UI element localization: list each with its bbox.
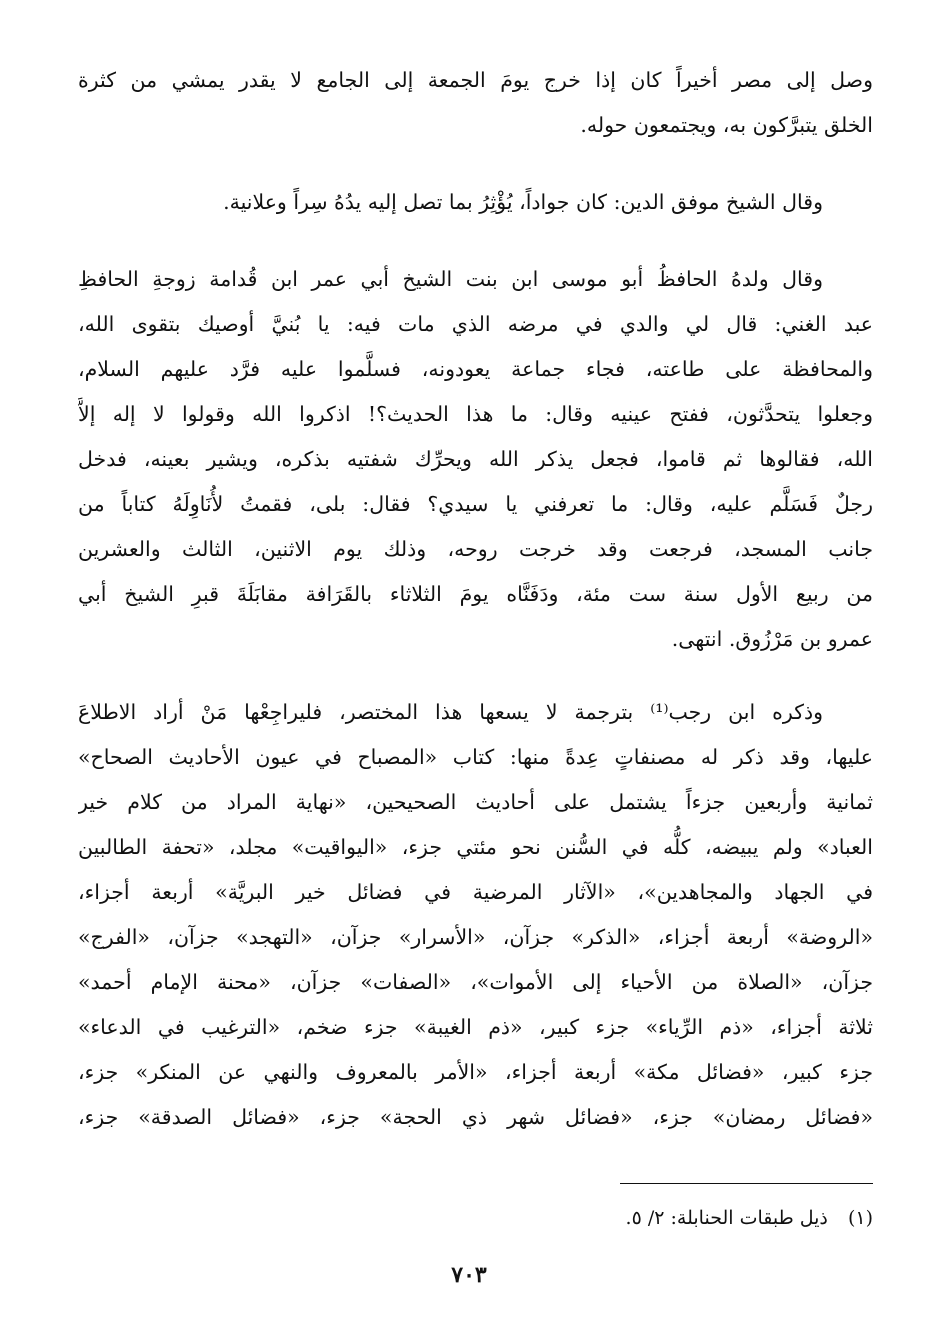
text-line: وقال ولدهُ الحافظُ أبو موسى ابن بنت الشيخ أبي عمر ابن قُدامة زوجةِ الحافظِ xyxy=(78,267,823,291)
text-line: والمحافظة على طاعته، فجاء جماعة يعودونه، فسلَّموا عليه فرَّد عليهم السلام، xyxy=(78,357,873,381)
text-line: وجعلوا يتحدَّثون، ففتح عينيه وقال: ما هذا الحديث؟! اذكروا الله وقولوا لا إله إلاَّ xyxy=(78,402,873,426)
text-line: جانب المسجد، فرجعت وقد خرجت روحه، وذلك يوم الاثنين، الثالث والعشرين xyxy=(78,537,873,561)
text-line: الخلق يتبرَّكون به، ويجتمعون حوله. xyxy=(580,113,873,137)
text-line: وقال الشيخ موفق الدين: كان جواداً، يُؤْثِرُ بما تصل إليه يدُهُ سِراً وعلانية. xyxy=(223,190,823,214)
text-line: العباد» ولم يبيضه، كلُّه في السُّنن نحو مئتي جزء، «اليواقيت» مجلد، «تحفة الطالبين xyxy=(78,835,873,859)
text-line: جزآن، «الصلاة من الأحياء إلى الأموات»، «الصفات» جزآن، «محنة الإمام أحمد» xyxy=(78,970,873,994)
text-line: جزء كبير، «فضائل مكة» أربعة أجزاء، «الأمر بالمعروف والنهي عن المنكر» جزء، xyxy=(78,1060,873,1084)
paragraph xyxy=(78,58,873,148)
text-line: عليها، وقد ذكر له مصنفاتٍ عِدةً منها: كتاب «المصباح في عيون الأحاديث الصحاح» xyxy=(78,745,873,769)
footnote-number: (١) xyxy=(847,1207,873,1229)
paragraph xyxy=(78,690,873,1140)
text-line: وصل إلى مصر أخيراً كان إذا خرج يومَ الجمعة إلى الجامع لا يقدر يمشي من كثرة xyxy=(78,68,873,92)
text-line: وذكره ابن رجب⁽¹⁾ بترجمة لا يسعها هذا المختصر، فليراجِعْها مَنْ أراد الاطلاعَ xyxy=(78,700,823,724)
page-number: ٧٠٣ xyxy=(451,1262,487,1288)
text-line: «فضائل رمضان» جزء، «فضائل شهر ذي الحجة» جزء، «فضائل الصدقة» جزء، xyxy=(78,1105,873,1129)
text-line: عبد الغني: قال لي والدي في مرضه الذي مات فيه: يا بُنيَّ أوصيك بتقوى الله، xyxy=(78,312,873,336)
footnote-divider xyxy=(620,1183,873,1184)
paragraph xyxy=(78,257,873,662)
main-text xyxy=(78,58,873,1140)
footnote xyxy=(626,1203,873,1233)
text-line: رجلٌ فَسَلَّم عليه، وقال: ما تعرفني يا سيدي؟ فقال: بلى، فقمتُ لأُنَاوِلَهُ كتاباً من xyxy=(78,492,873,516)
footnote-text: ذيل طبقات الحنابلة: ٢/ ٥. xyxy=(625,1207,828,1229)
text-line: ثلاثة أجزاء، «ذم الرِّياء» جزء كبير، «ذم الغيبة» جزء ضخم، «الترغيب في الدعاء» xyxy=(78,1015,873,1039)
text-line: في الجهاد والمجاهدين»، «الآثار المرضية في فضائل خير البريَّة» أربعة أجزاء، xyxy=(78,880,873,904)
paragraph xyxy=(78,180,873,225)
text-line: «الروضة» أربعة أجزاء، «الذكر» جزآن، «الأسرار» جزآن، «التهجد» جزآن، «الفرج» xyxy=(78,925,873,949)
text-line: عمرو بن مَرْزُوق. انتهى. xyxy=(671,627,873,651)
text-line: من ربيع الأول سنة ست مئة، ودَفَنَّاه يومَ الثلاثاء بالقَرَافة مقابَلَةَ قبرِ الشيخ أبي xyxy=(78,582,873,606)
text-line: ثمانية وأربعين جزءاً يشتمل على أحاديث الصحيحين، «نهاية المراد من كلام خير xyxy=(78,790,873,814)
text-line: الله، فقالوها ثم قاموا، فجعل يذكر الله ويحرِّك شفتيه بذكره، ويشير بعينه، فدخل xyxy=(78,447,873,471)
